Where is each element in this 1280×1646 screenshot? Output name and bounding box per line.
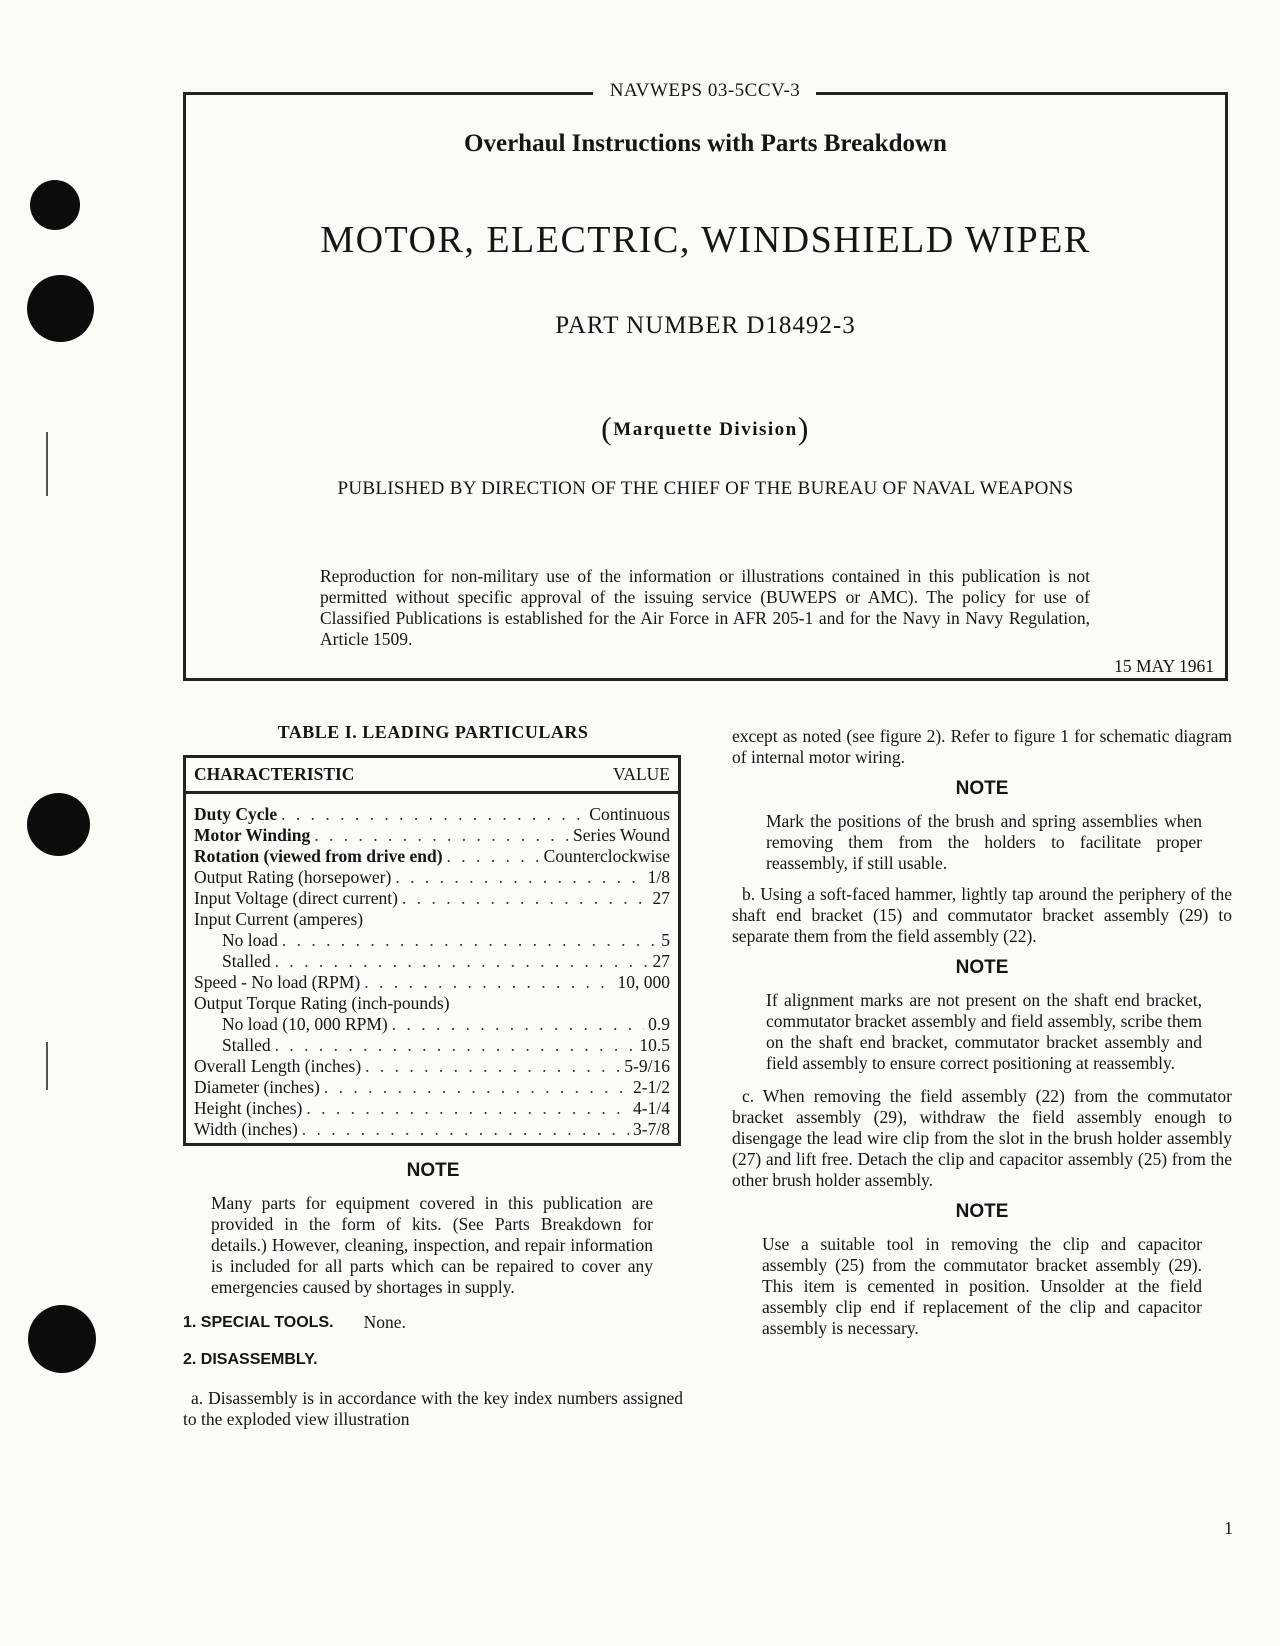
table-row: Input Current (amperes) bbox=[194, 909, 364, 929]
table-header bbox=[186, 758, 678, 794]
reproduction-notice: Reproduction for non-military use of the information or illustrations contained in this publication is not permitted without specific approval of the issuing service (BUWEPS or AMC). The policy for use of Classified Publications is established for the Air Force in AFR 205-1 and for the Navy in Navy Regulation, Article 1509. bbox=[320, 566, 1090, 649]
table-body bbox=[186, 794, 678, 1143]
note-heading: NOTE bbox=[406, 1160, 460, 1181]
table-row: No load (10, 000 RPM) . . . 0.9 bbox=[194, 1014, 670, 1035]
division: (Marquette Division) bbox=[601, 410, 810, 446]
binder-hole-2 bbox=[27, 275, 94, 342]
division-name: Marquette Division bbox=[613, 419, 798, 440]
paragraph-c: c. When removing the field assembly (22) from the commutator bracket assembly (29), withdraw the field assembly enough to disengage the lead wire clip from the slot in the brush holder assembly (27) and lift free. Detach the clip and capacitor assembly (25) from the other brush holder assembly. bbox=[732, 1086, 1232, 1190]
table-row: Rotation (viewed from drive end) . . . Counterclockwise bbox=[194, 846, 670, 867]
note-text: If alignment marks are not present on the shaft end bracket, commutator bracket assembly and field assembly, scribe them on the shaft end bracket, commutator bracket assembly and field assembly to ensure correct positioning at reassembly. bbox=[766, 990, 1202, 1073]
note-heading: NOTE bbox=[955, 1201, 1009, 1222]
note-heading: NOTE bbox=[955, 957, 1009, 978]
leading-particulars-table bbox=[183, 755, 681, 1146]
binder-hole-3 bbox=[27, 793, 90, 856]
paragraph-b: b. Using a soft-faced hammer, lightly tap around the periphery of the shaft end bracket (15) and commutator bracket assembly (29) to separate them from the field assembly (22). bbox=[732, 884, 1232, 946]
right-column bbox=[732, 726, 1232, 1339]
note-text: Many parts for equipment covered in this publication are provided in the form of kits. (See Parts Breakdown for details.) However, cleaning, inspection, and repair information is included for all parts which can be repaired to cover any emergencies caused by shortages in supply. bbox=[211, 1193, 653, 1297]
table-row: Input Voltage (direct current) . . . 27 bbox=[194, 888, 670, 909]
section-heading: 2. DISASSEMBLY. bbox=[183, 1351, 318, 1368]
table-row: Speed - No load (RPM) . . . 10, 000 bbox=[194, 972, 670, 993]
published-by: PUBLISHED BY DIRECTION OF THE CHIEF OF THE BUREAU OF NAVAL WEAPONS bbox=[337, 478, 1074, 499]
section-special-tools bbox=[183, 1312, 683, 1333]
document-subtitle: Overhaul Instructions with Parts Breakdown bbox=[464, 130, 947, 157]
section-heading: 1. SPECIAL TOOLS. bbox=[183, 1314, 334, 1331]
table-row: Duty Cycle . . . Continuous bbox=[194, 804, 670, 825]
table-row: Width (inches) . . . 3-7/8 bbox=[194, 1119, 670, 1140]
binder-hole-1 bbox=[30, 180, 80, 230]
binder-hole-4 bbox=[28, 1305, 96, 1373]
document-title: MOTOR, ELECTRIC, WINDSHIELD WIPER bbox=[320, 219, 1091, 261]
note-text: Use a suitable tool in removing the clip and capacitor assembly (25) from the commutator bracket assembly (29). This item is cemented in position. Unsolder at the field assembly clip end if replacement of the clip and capacitor assembly is necessary. bbox=[762, 1234, 1202, 1338]
paragraph-a: a. Disassembly is in accordance with the key index numbers assigned to the exploded view illustration bbox=[183, 1388, 683, 1429]
column-value: VALUE bbox=[612, 764, 670, 784]
table-row: Stalled . . . 10.5 bbox=[194, 1035, 670, 1056]
paragraph-a-continued: except as noted (see figure 2). Refer to figure 1 for schematic diagram of internal motor wiring. bbox=[732, 726, 1232, 767]
table-row: Output Rating (horsepower) . . . 1/8 bbox=[194, 867, 670, 888]
left-column bbox=[183, 722, 683, 1430]
table-row: No load . . . 5 bbox=[194, 930, 670, 951]
table-title: TABLE I. LEADING PARTICULARS bbox=[277, 722, 589, 742]
table-row: Overall Length (inches) . . . 5-9/16 bbox=[194, 1056, 670, 1077]
table-row: Motor Winding . . . Series Wound bbox=[194, 825, 670, 846]
note-heading: NOTE bbox=[955, 778, 1009, 799]
column-characteristic: CHARACTERISTIC bbox=[194, 764, 355, 784]
special-tools-value: None. bbox=[363, 1312, 406, 1332]
page-number: 1 bbox=[1224, 1518, 1233, 1538]
table-row: Height (inches) . . . 4-1/4 bbox=[194, 1098, 670, 1119]
margin-mark-1 bbox=[46, 432, 48, 496]
publication-date: 15 MAY 1961 bbox=[1114, 656, 1214, 676]
table-row: Stalled . . . 27 bbox=[194, 951, 670, 972]
document-number: NAVWEPS 03-5CCV-3 bbox=[609, 80, 801, 101]
part-number: PART NUMBER D18492-3 bbox=[555, 312, 856, 339]
margin-mark-2 bbox=[46, 1042, 48, 1090]
section-disassembly bbox=[183, 1349, 683, 1370]
note-text: Mark the positions of the brush and spring assemblies when removing them from the holders to facilitate proper reassembly, if still usable. bbox=[766, 811, 1202, 873]
table-row: Output Torque Rating (inch-pounds) bbox=[194, 993, 450, 1013]
table-row: Diameter (inches) . . . 2-1/2 bbox=[194, 1077, 670, 1098]
